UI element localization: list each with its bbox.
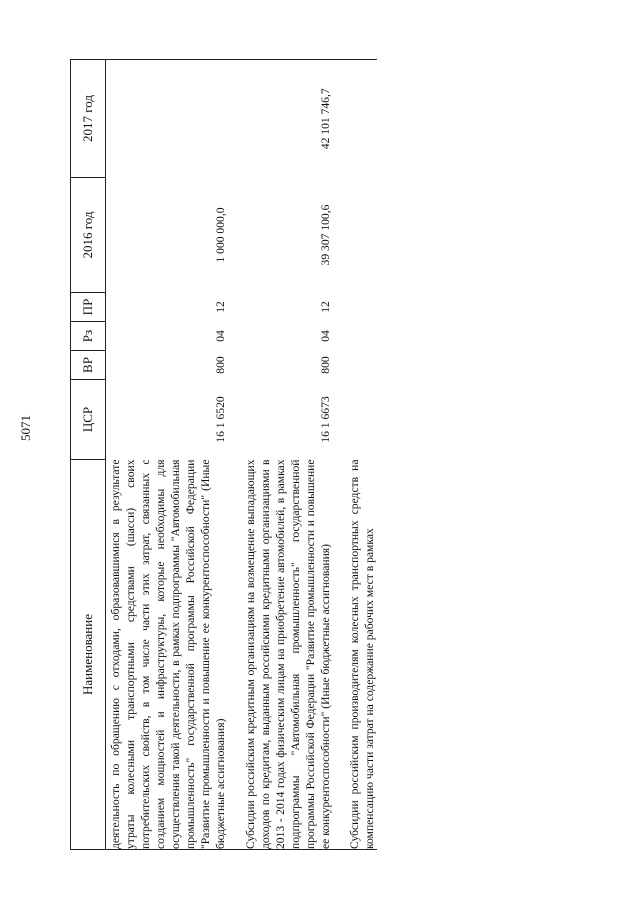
header-csr: ЦСР: [71, 380, 106, 460]
row-vr: 800: [214, 356, 228, 374]
row-pr: 12: [318, 301, 332, 313]
row-vr: 800: [318, 356, 332, 374]
header-rz: Рз: [71, 322, 106, 351]
row-2017: [333, 60, 377, 178]
page-number: 5071: [18, 415, 33, 441]
row-csr: 16 1 6673: [318, 396, 332, 443]
header-2016: 2016 год: [71, 178, 106, 293]
table-header-row: [71, 60, 106, 850]
table-row: [333, 60, 377, 850]
row-csr: 16 1 6520: [214, 396, 228, 443]
row-vr: [333, 351, 377, 380]
table-row: [106, 60, 229, 850]
header-name: Наименование: [71, 460, 106, 850]
row-2017: 42 101 746,7: [229, 60, 333, 178]
row-2016: [333, 178, 377, 293]
table-row: [229, 60, 333, 850]
row-pr: [333, 293, 377, 322]
row-rz: 04: [318, 330, 332, 342]
row-rz: [333, 322, 377, 351]
row-rz: 04: [214, 330, 228, 342]
row-csr: [333, 380, 377, 460]
row-2016: 1 000 000,0: [214, 207, 228, 263]
row-2017: [106, 60, 229, 178]
row-2016: 39 307 100,6: [318, 204, 332, 266]
row-name: Субсидии российским кредитным организациям на возмещение выпадающих доходов по кредитам, выданным российскими кредитными организациями в 2013 - 2014 годах физическим лицам на приобретение автомобилей, в рамках подпрограммы "Автомобильная промышленность" государственной программы Российской Федерации "Развитие промышленности и повышение ее конкурентоспособности" (Иные бюджетные ассигнования): [229, 460, 333, 850]
rotated-page-content: [70, 60, 605, 850]
header-2017: 2017 год: [71, 60, 106, 178]
row-name: Субсидии российским производителям колесных транспортных средств на компенсацию части затрат на содержание рабочих мест в рамках: [333, 460, 377, 850]
row-pr: 12: [214, 301, 228, 313]
header-pr: ПР: [71, 293, 106, 322]
header-vr: ВР: [71, 351, 106, 380]
row-name: деятельность по обращению с отходами, образовавшимися в результате утраты колесными транспортными средствами (шасси) своих потребительских свойств, в том числе части этих затрат, связанных с созданием мощностей и инфраструктуры, которые необходимы для осуществления такой деятельности, в рамках подпрограммы "Автомобильная промышленность" государственной программы Российской Федерации "Развитие промышленности и повышение ее конкурентоспособности" (Иные бюджетные ассигнования): [106, 460, 229, 850]
budget-table: [70, 59, 377, 850]
